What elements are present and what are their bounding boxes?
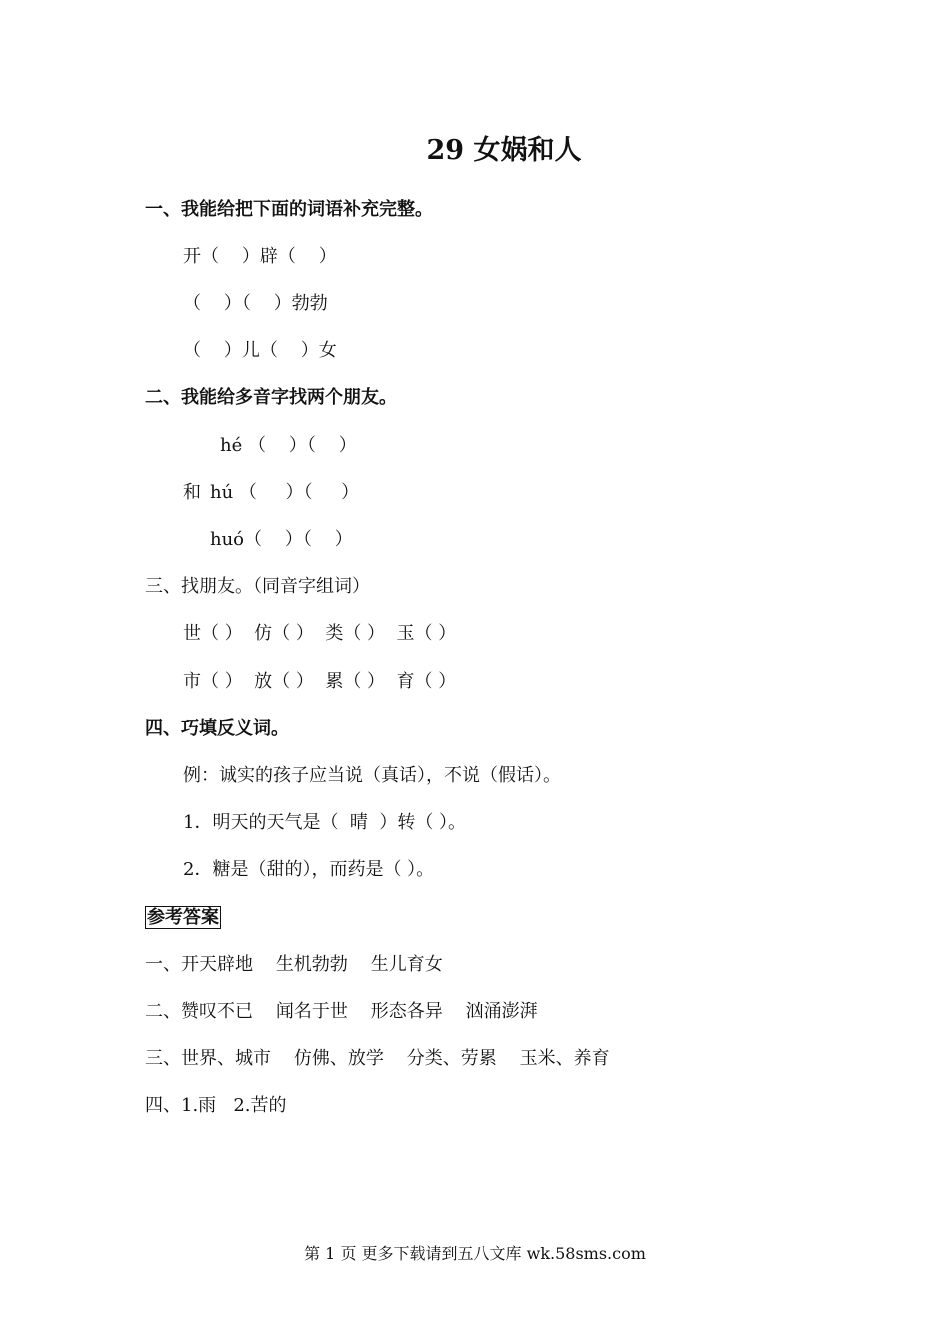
answer-line: 二、赞叹不已 闻名于世 形态各异 汹涌澎湃 (145, 1001, 538, 1022)
polyphone-row: hú （ ）（ ） (210, 482, 360, 503)
page-footer: 第 1 页 更多下载请到五八文库 wk.58sms.com (304, 1244, 646, 1263)
answer-line: 三、世界、城市 仿佛、放学 分类、劳累 玉米、养育 (145, 1048, 610, 1069)
answer-line: 一、开天辟地 生机勃勃 生儿育女 (145, 954, 443, 975)
section2-heading: 二、我能给多音字找两个朋友。 (145, 387, 397, 408)
antonym-question: 1．明天的天气是（ 晴 ）转（ ）。 (183, 812, 467, 833)
answers-heading (145, 906, 221, 930)
page-title: 29 女娲和人 (426, 135, 582, 166)
homophone-row: 市（ ） 放（ ） 累（ ） 育（ ） (183, 671, 457, 692)
homophone-row: 世（ ） 仿（ ） 类（ ） 玉（ ） (183, 623, 457, 644)
polyphone-row: hé （ ）（ ） (220, 435, 357, 456)
antonym-example: 例：诚实的孩子应当说（真话），不说（假话）。 (183, 765, 561, 786)
answers-heading-label: 参考答案 (147, 907, 219, 928)
section1-item: （ ）（ ）勃勃 (183, 293, 328, 314)
answer-line: 四、1.雨 2.苦的 (145, 1095, 287, 1116)
section1-heading: 一、我能给把下面的词语补充完整。 (145, 199, 433, 220)
antonym-question: 2．糖是（甜的），而药是（ ）。 (183, 859, 435, 880)
polyphone-row: huó（ ）（ ） (210, 529, 353, 550)
section1-item: 开（ ）辟（ ） (183, 246, 337, 267)
section1-item: （ ）儿（ ）女 (183, 340, 337, 361)
section3-heading: 三、找朋友。（同音字组词） (145, 576, 370, 597)
polyphone-char: 和 (183, 482, 201, 503)
section4-heading: 四、巧填反义词。 (145, 718, 289, 739)
